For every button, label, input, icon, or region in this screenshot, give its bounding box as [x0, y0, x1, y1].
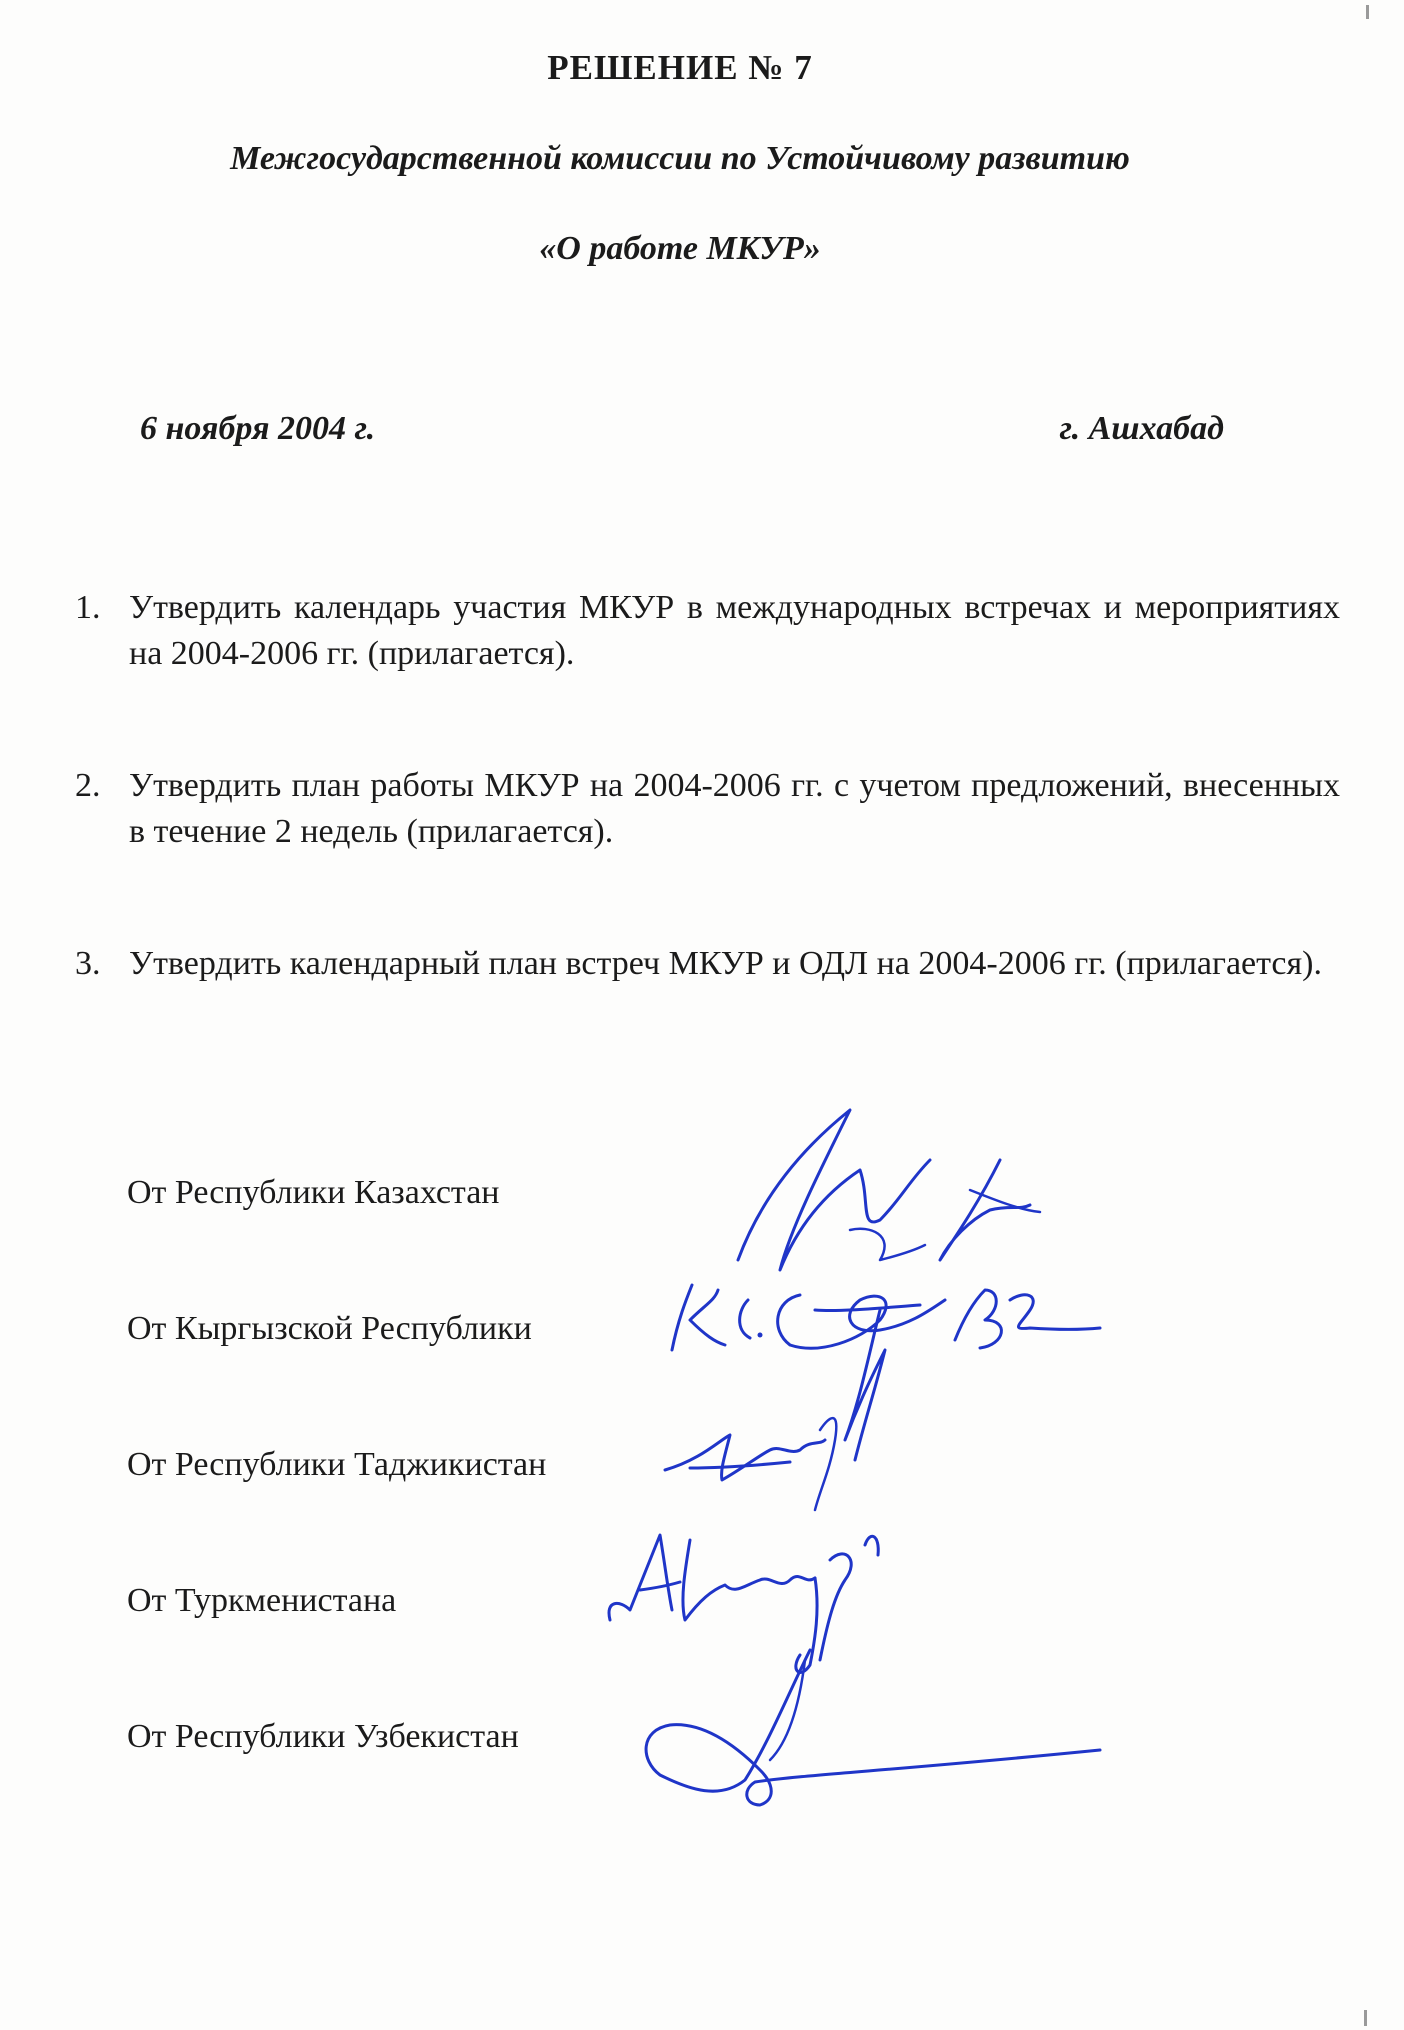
document-subtitle: Межгосударственной комиссии по Устойчивому развитию [230, 140, 1130, 177]
document-place: г. Ашхабад [1059, 410, 1224, 447]
decision-text: Утвердить календарный план встреч МКУР и ОДЛ на 2004-2006 гг. (прилагается). [129, 945, 1322, 982]
corner-mark [1366, 5, 1369, 19]
decision-list [75, 585, 1340, 1073]
decision-text: Утвердить план работы МКУР на 2004-2006 гг. с учетом предложений, внесенных в течение 2 недель (прилагается). [129, 767, 1340, 850]
signature-kazakhstan [738, 1110, 1040, 1270]
signatory-tajikistan: От Республики Таджикистан [127, 1446, 547, 1483]
signatory-turkmenistan: От Туркменистана [127, 1582, 397, 1619]
document-date: 6 ноября 2004 г. [140, 410, 376, 447]
decision-number: 3. [75, 945, 101, 982]
document-title: РЕШЕНИЕ № 7 [547, 48, 813, 87]
document-topic: «О работе МКУР» [539, 230, 821, 267]
decision-item [75, 763, 1340, 855]
decision-item [75, 941, 1340, 987]
signatory-block [127, 1170, 727, 1850]
decision-item [75, 585, 1340, 677]
corner-mark [1364, 2010, 1367, 2026]
decision-number: 1. [75, 589, 101, 626]
decision-number: 2. [75, 767, 101, 804]
signature-kyrgyzstan [672, 1285, 1100, 1460]
signatory-kazakhstan: От Республики Казахстан [127, 1174, 500, 1211]
signatory-kyrgyzstan: От Кыргызской Республики [127, 1310, 532, 1347]
decision-text: Утвердить календарь участия МКУР в международных встречах и мероприятиях на 2004-2006 гг. (прилагается). [129, 589, 1340, 672]
signatory-uzbekistan: От Республики Узбекистан [127, 1718, 519, 1755]
